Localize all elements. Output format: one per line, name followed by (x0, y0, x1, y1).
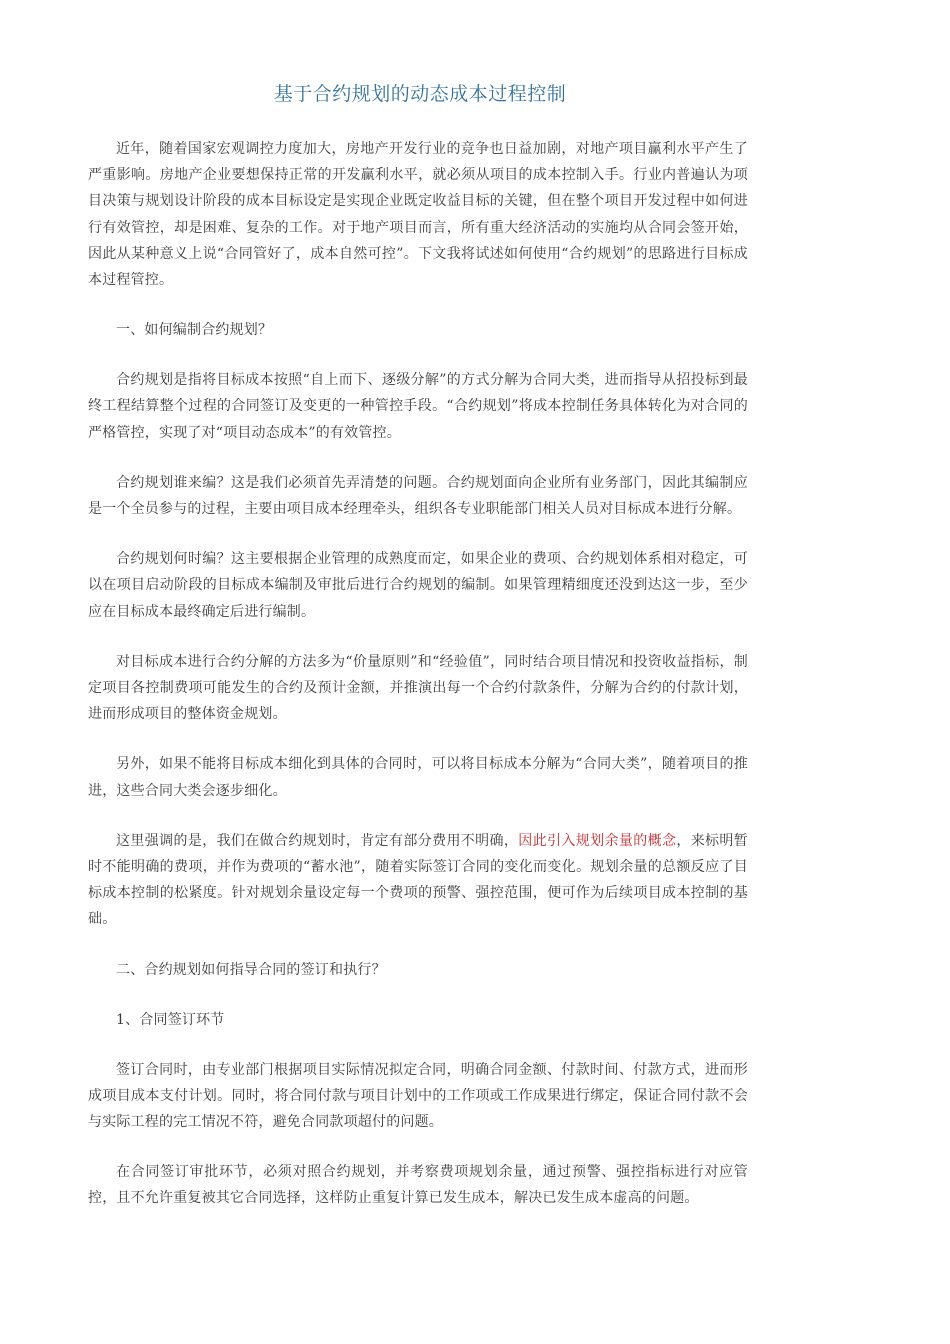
paragraph-method: 对目标成本进行合约分解的方法多为“价量原则”和“经验值”，同时结合项目情况和投资收益指标，制定项目各控制费项可能发生的合约及预计金额，并推演出每一个合约付款条件，分解为合约的付款计划，进而形成项目的整体资金规划。 (88, 653, 748, 723)
paragraph-planning-margin (88, 828, 748, 933)
paragraph-intro: 近年，随着国家宏观调控力度加大，房地产开发行业的竞争也日益加剧，对地产项目赢利水平产生了严重影响。房地产企业要想保持正常的开发赢利水平，就必须从项目的成本控制入手。行业内普遍认为项目决策与规划设计阶段的成本目标设定是实现企业既定收益目标的关键，但在整个项目开发过程中如何进行有效管控，却是困难、复杂的工作。对于地产项目而言，所有重大经济活动的实施均从合同会签开始，因此从某种意义上说“合同管好了，成本自然可控”。下文我将试述如何使用“合约规划”的思路进行目标成本过程管控。 (88, 141, 748, 289)
paragraph-contract-category: 另外，如果不能将目标成本细化到具体的合同时，可以将目标成本分解为“合同大类”，随着项目的推进，这些合同大类会逐步细化。 (88, 756, 748, 799)
planning-margin-highlight: 因此引入规划余量的概念 (518, 832, 677, 849)
section-heading-2: 二、合约规划如何指导合同的签订和执行？ (116, 961, 386, 978)
paragraph-approval: 在合同签订审批环节，必须对照合约规划，并考察费项规划余量，通过预警、强控指标进行对应管控，且不允许重复被其它合同选择，这样防止重复计算已发生成本，解决已发生成本虚高的问题。 (88, 1164, 748, 1207)
section-heading-1: 一、如何编制合约规划？ (116, 322, 273, 339)
paragraph-who: 合约规划谁来编？这是我们必须首先弄清楚的问题。合约规划面向企业所有业务部门，因此其编制应是一个全员参与的过程，主要由项目成本经理牵头，组织各专业职能部门相关人员对目标成本进行分解。 (88, 474, 748, 518)
planning-margin-text-a: 这里强调的是，我们在做合约规划时，肯定有部分费用不明确， (116, 832, 519, 849)
subsection-heading-1: 1、合同签订环节 (116, 1011, 225, 1028)
paragraph-signing: 签订合同时，由专业部门根据项目实际情况拟定合同，明确合同金额、付款时间、付款方式，进而形成项目成本支付计划。同时，将合同付款与项目计划中的工作项或工作成果进行绑定，保证合同付款不会与实际工程的完工情况不符，避免合同款项超付的问题。 (88, 1061, 748, 1131)
planning-margin-text-b: ，来标明暂时不能明确的费项，并作为费项的“蓄水池”，随着实际签订合同的变化而变化。规划余量的总额反应了目标成本控制的松紧度。针对规划余量设定每一个费项的预警、强控范围，便可作为后续项目成本控制的基础。 (88, 832, 748, 928)
document-page (88, 80, 748, 1236)
document-title: 基于合约规划的动态成本过程控制 (273, 83, 567, 105)
paragraph-when: 合约规划何时编？这主要根据企业管理的成熟度而定，如果企业的费项、合约规划体系相对稳定，可以在项目启动阶段的目标成本编制及审批后进行合约规划的编制。如果管理精细度还没到达这一步，至少应在目标成本最终确定后进行编制。 (88, 551, 748, 620)
paragraph-definition: 合约规划是指将目标成本按照“自上而下、逐级分解”的方式分解为合同大类，进而指导从招投标到最终工程结算整个过程的合同签订及变更的一种管控手段。“合约规划”将成本控制任务具体转化为对合同的严格管控，实现了对“项目动态成本”的有效管控。 (88, 372, 748, 441)
